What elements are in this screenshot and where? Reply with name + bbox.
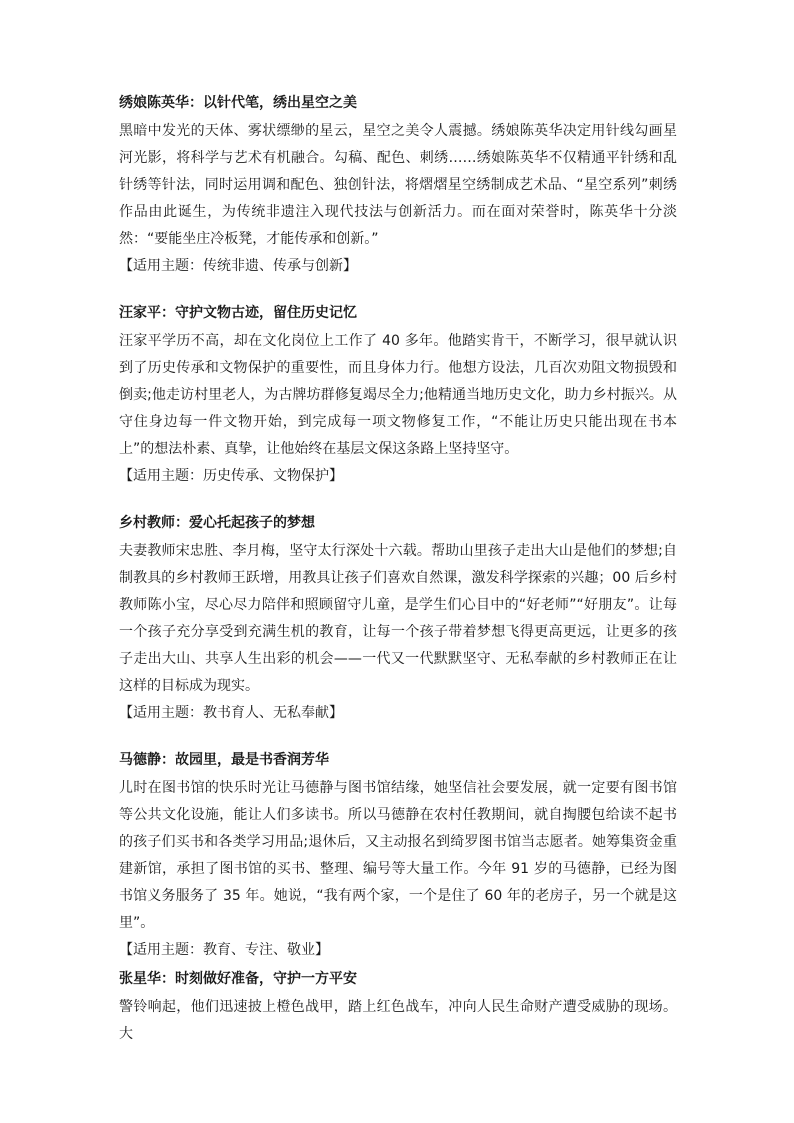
article-section	[119, 92, 677, 280]
section-body: 夫妻教师宋忠胜、李月梅，坚守太行深处十六载。帮助山里孩子走出大山是他们的梦想;自制教具的乡村教师王跃增，用教具让孩子们喜欢自然课，激发科学探索的兴趣；00 后乡村教师陈小宝，尽心尽力陪伴和照顾留守儿童，是学生们心目中的“好老师”“好朋友”。让每一个孩子充分享受到充满生机的教育，让每一个孩子带着梦想飞得更高更远，让更多的孩子走出大山、共享人生出彩的机会——一代又一代默默坚守、无私奉献的乡村教师正在让这样的目标成为现实。	[119, 543, 677, 694]
section-title: 汪家平：守护文物古迹，留住历史记忆	[119, 305, 357, 321]
section-theme: 【适用主题：历史传承、文物保护】	[119, 468, 343, 484]
article-section	[119, 749, 677, 964]
section-theme: 【适用主题：教育、专注、敬业】	[119, 942, 329, 958]
section-title: 张星华：时刻做好准备，守护一方平安	[119, 971, 357, 987]
section-title: 马德静：故园里，最是书香润芳华	[119, 752, 329, 768]
article-section	[119, 968, 677, 1048]
section-title: 绣娘陈英华：以针代笔，绣出星空之美	[119, 95, 357, 111]
section-theme: 【适用主题：教书育人、无私奉献】	[119, 705, 343, 721]
section-theme: 【适用主题：传统非遗、传承与创新】	[119, 258, 357, 274]
section-body: 汪家平学历不高，却在文化岗位上工作了 40 多年。他踏实肯干，不断学习，很早就认识到了历史传承和文物保护的重要性，而且身体力行。他想方设法，几百次劝阻文物损毁和倒卖;他走访村里老人，为古牌坊群修复竭尽全力;他精通当地历史文化，助力乡村振兴。从守住身边每一件文物开始，到完成每一项文物修复工作，“不能让历史只能出现在书本上”的想法朴素、真挚，让他始终在基层文保这条路上坚持坚守。	[119, 333, 677, 457]
article-section	[119, 302, 677, 490]
section-body: 儿时在图书馆的快乐时光让马德静与图书馆结缘，她坚信社会要发展，就一定要有图书馆等公共文化设施，能让人们多读书。所以马德静在农村任教期间，就自掏腰包给读不起书的孩子们买书和各类学习用品;退休后，又主动报名到绮罗图书馆当志愿者。她筹集资金重建新馆，承担了图书馆的买书、整理、编号等大量工作。今年 91 岁的马德静，已经为图书馆义务服务了 35 年。她说，“我有两个家，一个是住了 60 年的老房子，另一个就是这里”。	[119, 780, 677, 931]
document-page	[119, 92, 677, 1052]
section-title: 乡村教师：爱心托起孩子的梦想	[119, 515, 315, 531]
article-section	[119, 512, 677, 727]
section-body: 黑暗中发光的天体、雾状缥缈的星云，星空之美令人震撼。绣娘陈英华决定用针线勾画星河光影，将科学与艺术有机融合。勾稿、配色、刺绣……绣娘陈英华不仅精通平针绣和乱针绣等针法，同时运用调和配色、独创针法，将熠熠星空绣制成艺术品、“星空系列”刺绣作品由此诞生，为传统非遗注入现代技法与创新活力。而在面对荣誉时，陈英华十分淡然：“要能坐庄冷板凳，才能传承和创新。”	[119, 123, 677, 247]
section-body: 警铃响起，他们迅速披上橙色战甲，踏上红色战车，冲向人民生命财产遭受威胁的现场。大	[119, 999, 677, 1042]
